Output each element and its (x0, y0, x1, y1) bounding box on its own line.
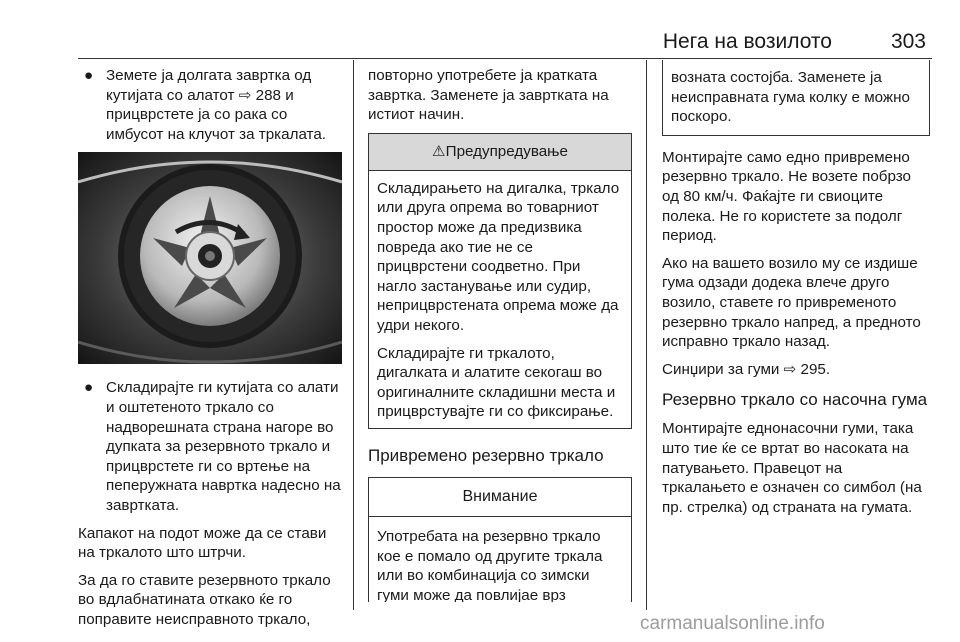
paragraph: Ако на вашето возило му се издише гума одзади додека влече друго возило, ставете го привременото резервно тркало напред, а предното исправно тркало назад. (662, 254, 921, 351)
paragraph: Монтирајте еднонасочни гуми, така што тие ќе се вртат во насоката на патувањето. Правецот на тркалањето е означен со симбол (на пр. стрелка) од страната на гумата. (662, 420, 922, 516)
notice-text: Употребата на резервно тркало кое е помало од другите тркала или во комбинација со зимски гуми може да повлијае врз (377, 527, 603, 602)
bullet-item (78, 66, 342, 144)
column-2 (368, 60, 632, 602)
warning-text: Складирањето на дигалка, тркало или друга опрема во товарниот простор може да предизвика повреда ако тие не се прицврстени соодветно. При нагло застанување или судир, неприцврстената опрема може да удри некого. (377, 179, 620, 334)
notice-box-continued (662, 60, 930, 136)
header-rule (78, 58, 932, 59)
column-divider (353, 60, 354, 610)
spare-wheel-illustration (78, 152, 342, 364)
notice-title: Внимание (369, 478, 631, 517)
page-number: 303 (890, 30, 926, 53)
section-heading: Резервно тркало со насочна гума (662, 390, 928, 410)
paragraph: За да го ставите резервното тркало во вдлабнатината откако ќе го поправите неисправното тркало, (78, 571, 331, 628)
paragraph: Капакот на подот може да се стави на тркалото што штрчи. (78, 524, 327, 562)
warning-body (369, 171, 631, 428)
column-divider (646, 60, 647, 610)
spare-wheel-photo (78, 152, 342, 364)
notice-text: возната состојба. Заменете ја неисправната гума колку е можно поскоро. (671, 69, 910, 126)
section-heading: Привремено резервно тркало (368, 445, 604, 465)
cross-reference: Синџири за гуми ⇨ 295. (662, 360, 831, 378)
warning-text: Складирајте ги тркалото, дигалката и алатите секогаш во оригиналните складишни места и прицврстувајте ги со фиксирање. (377, 344, 616, 421)
notice-box (368, 477, 632, 602)
warning-title: Предупредување (445, 142, 568, 160)
bullet-dot-icon: ● (84, 379, 94, 397)
notice-body (369, 517, 631, 602)
column-1 (78, 60, 342, 638)
watermark: carmanualsonline.info (640, 613, 825, 634)
bullet-item (78, 378, 342, 515)
warning-header (369, 134, 631, 171)
page-title: Нега на возилото (662, 30, 832, 53)
bullet-text: Складирајте ги кутијата со алати и оштетеното тркало со надворешната страна нагоре во дупката за резервното тркало и прицврстете ги со вртење на пеперужната навртка надесно на завртката. (106, 379, 341, 514)
bullet-text: Земете ја долгата завртка од кутијата со алатот ⇨ 288 и прицврстете ја со рака со имбусот на клучот за тркалата. (106, 67, 327, 143)
page-header (78, 30, 932, 56)
warning-triangle-icon: ⚠ (432, 142, 446, 160)
warning-box (368, 133, 632, 429)
bullet-dot-icon: ● (84, 67, 94, 84)
paragraph: Монтирајте само едно привремено резервно тркало. Не возете побрзо од 80 км/ч. Фаќајте ги свиоците полека. Не го користете за подолг период. (662, 148, 911, 245)
paragraph: повторно употребете ја кратката завртка. Заменете ја завртката на истиот начин. (368, 67, 609, 124)
column-3 (662, 60, 930, 525)
